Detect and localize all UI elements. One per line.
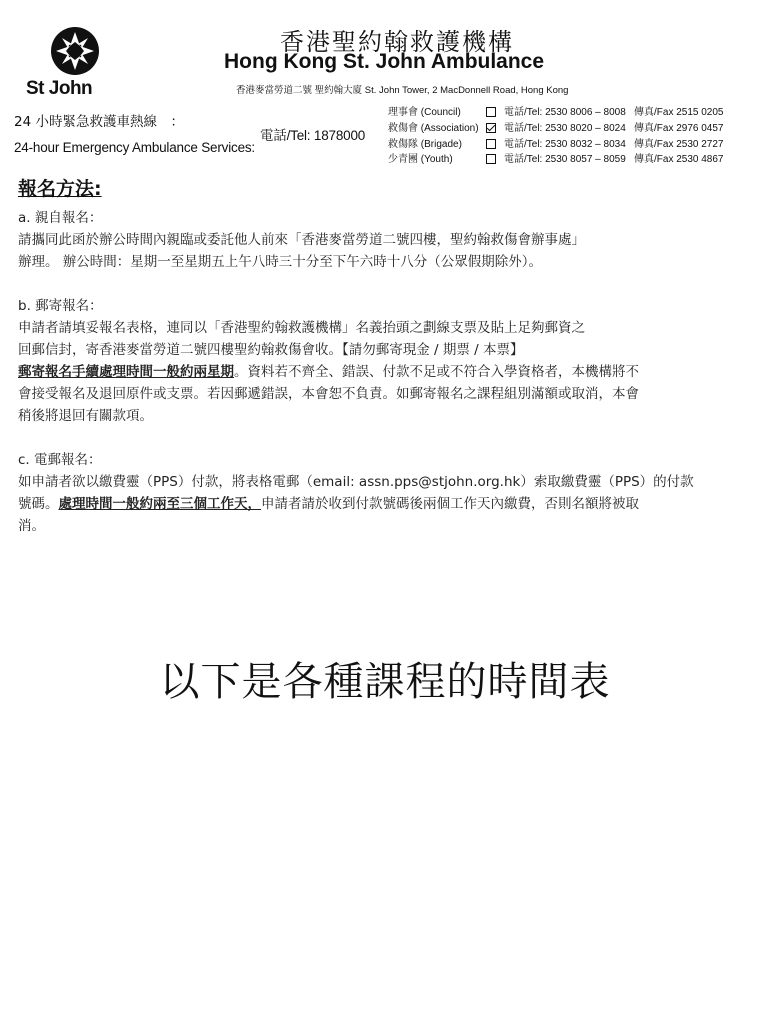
method-c-text: 消。 [18, 518, 45, 534]
schedule-heading: 以下是各種課程的時間表 [159, 659, 611, 705]
registration-methods [18, 207, 748, 537]
processing-time-notice: 處理時間一般約兩至三個工作天， [58, 496, 261, 512]
hotline-label-chinese: 24 小時緊急救護車熱線 ： [14, 114, 184, 130]
checkbox-icon [486, 107, 496, 117]
department-fax: 傳真/Fax 2515 0205 [634, 107, 724, 118]
department-fax: 傳真/Fax 2530 2727 [634, 138, 724, 150]
department-fax: 傳真/Fax 2976 0457 [634, 122, 724, 134]
method-b-heading: b. 郵寄報名： [18, 298, 103, 314]
checkbox-icon [486, 154, 496, 164]
contact-row [388, 122, 734, 138]
department-tel: 電話/Tel: 2530 8006 – 8008 [504, 107, 626, 118]
method-c-text-rest: 申請者請於收到付款號碼後兩個工作天內繳費，否則名額將被取 [261, 496, 639, 512]
department-contacts [388, 106, 734, 169]
method-c-text [18, 493, 748, 515]
department-tel: 電話/Tel: 2530 8057 – 8059 [504, 154, 626, 166]
method-b-text: 回郵信封，寄香港麥當勞道二號四樓聖約翰救傷會收。【請勿郵寄現金 / 期票 / 本票】 [18, 342, 524, 358]
method-c-heading: c. 電郵報名： [18, 452, 102, 468]
logo-text: St John [26, 78, 93, 99]
department-fax: 傳真/Fax 2530 4867 [634, 154, 724, 166]
method-b-text [18, 361, 748, 383]
org-title-chinese: 香港聖約翰救護機構 [280, 28, 514, 56]
method-a-text: 辦理。 辦公時間：星期一至星期五上午八時三十分至下午六時十八分（公眾假期除外）。 [18, 254, 543, 270]
method-c-text: 如申請者欲以繳費靈（PPS）付款，將表格電郵（email: assn.pps@stjohn.org.hk）索取繳費靈（PPS）的付款 [18, 474, 694, 490]
contact-row [388, 153, 734, 169]
processing-time-notice: 郵寄報名手續處理時間一般約兩星期 [18, 364, 234, 380]
department-name: 救傷隊 (Brigade) [388, 138, 462, 150]
department-name: 理事會 (Council) [388, 107, 461, 118]
department-name: 救傷會 (Association) [388, 122, 479, 134]
method-a-text: 請攜同此函於辦公時間內親臨或委託他人前來「香港麥當勞道二號四樓，聖約翰救傷會辦事處」 [18, 232, 585, 248]
department-name: 少青團 (Youth) [388, 154, 453, 166]
hotline-number: 電話/Tel: 1878000 [260, 128, 366, 143]
method-a-heading: a. 親自報名： [18, 210, 103, 226]
org-title-english: Hong Kong St. John Ambulance [224, 50, 545, 73]
org-address: 香港麥當勞道二號 聖約翰大廈 St. John Tower, 2 MacDonnell Road, Hong Kong [236, 85, 569, 96]
method-b-text: 會接受報名及退回原件或支票。若因郵遞錯誤，本會恕不負責。如郵寄報名之課程組別滿額或取消，本會 [18, 386, 639, 402]
section-title: 報名方法: [18, 178, 102, 200]
checkbox-icon [486, 139, 496, 149]
hotline-label-english: 24-hour Emergency Ambulance Services: [14, 140, 255, 155]
method-c-text-pre: 號碼。 [18, 496, 59, 512]
checked-checkbox-icon [486, 123, 496, 133]
department-tel: 電話/Tel: 2530 8020 – 8024 [504, 122, 626, 134]
contact-row [388, 106, 734, 122]
contact-row [388, 138, 734, 154]
department-tel: 電話/Tel: 2530 8032 – 8034 [504, 138, 626, 150]
st-john-cross-icon [40, 24, 110, 80]
method-b-text-rest: 。資料若不齊全、錯誤、付款不足或不符合入學資格者，本機構將不 [234, 364, 639, 380]
method-b-text: 申請者請填妥報名表格，連同以「香港聖約翰救護機構」名義抬頭之劃線支票及貼上足夠郵資之 [18, 320, 585, 336]
method-b-text: 稍後將退回有關款項。 [18, 408, 153, 424]
